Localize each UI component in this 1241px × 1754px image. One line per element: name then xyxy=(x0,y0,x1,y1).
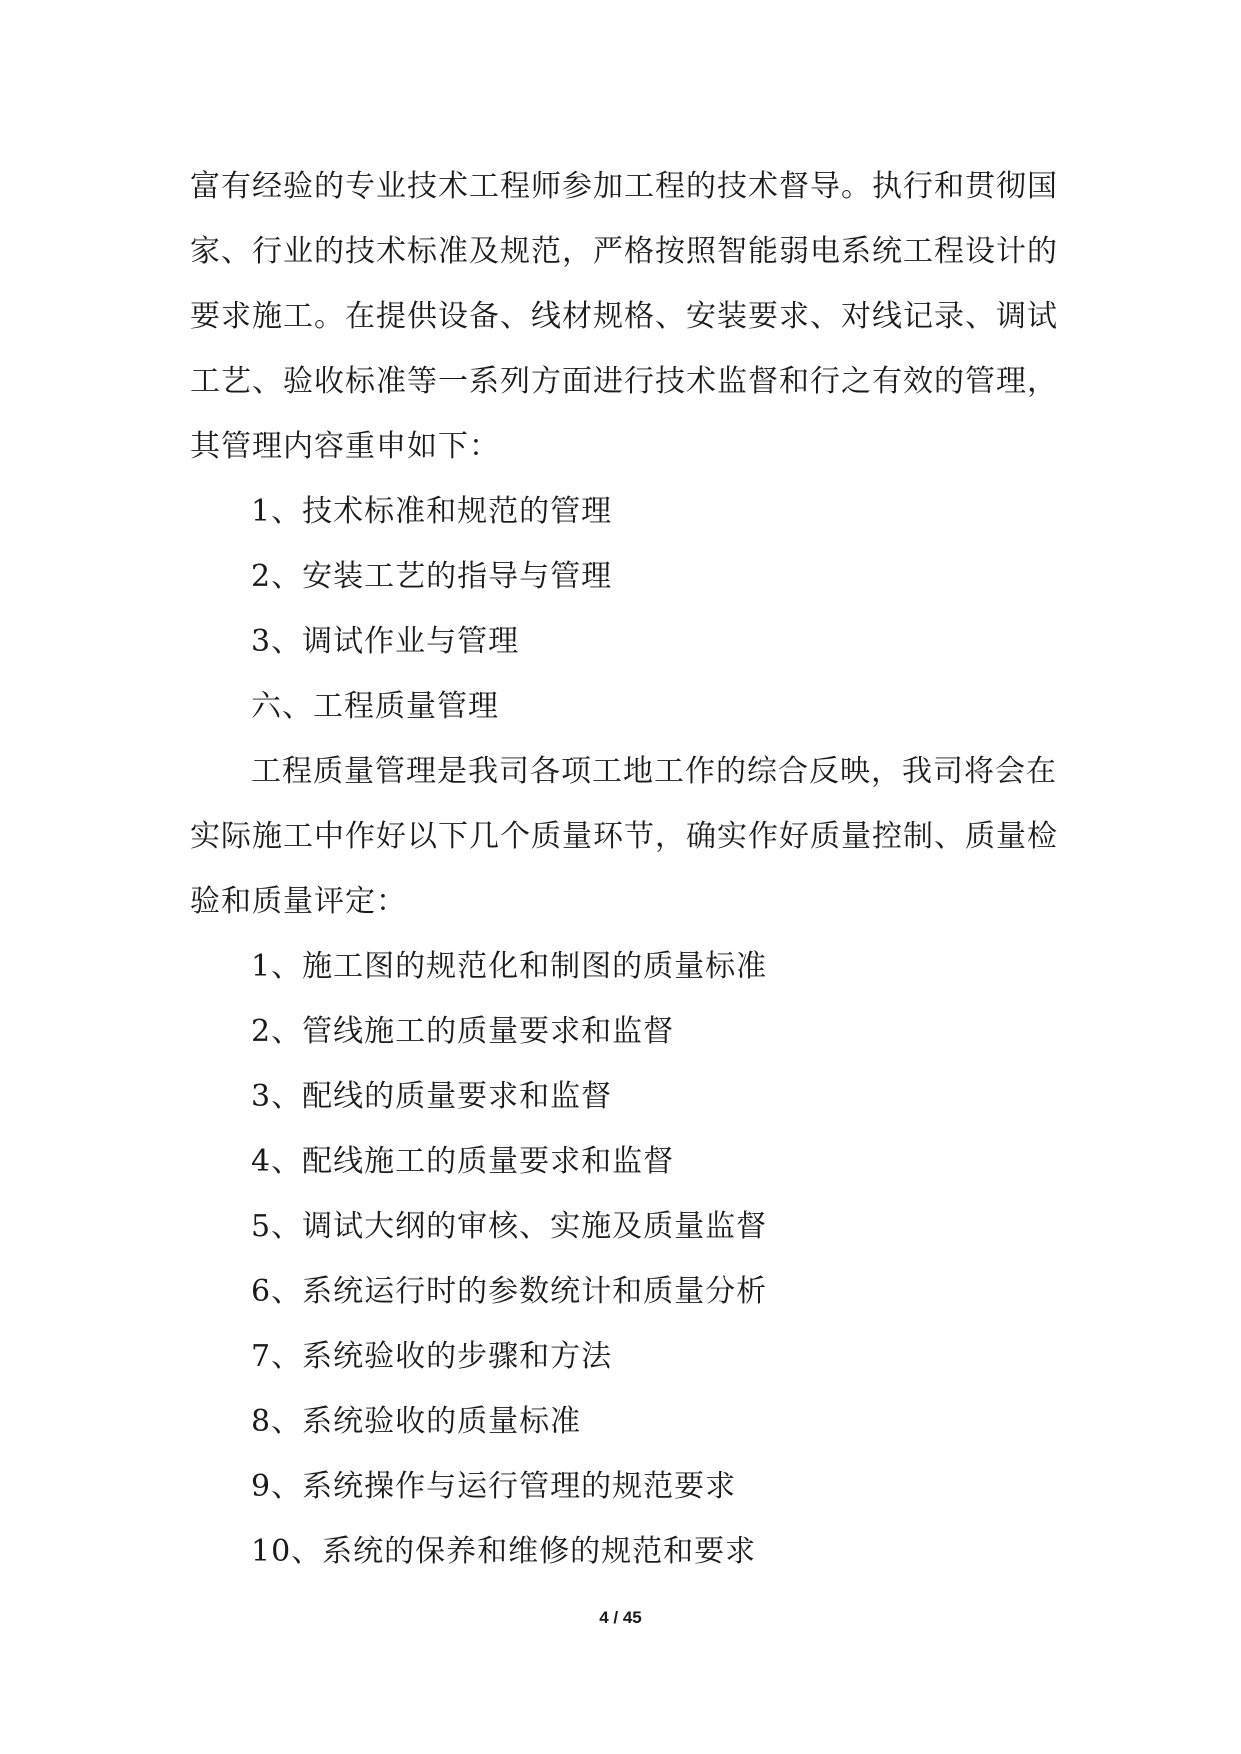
list-item: 1、技术标准和规范的管理 xyxy=(251,494,613,529)
page-content xyxy=(190,154,1060,1584)
paragraph-quality-management xyxy=(190,739,1060,934)
list-item: 2、管线施工的质量要求和监督 xyxy=(251,1014,675,1049)
paragraph-line: 验和质量评定： xyxy=(190,884,407,919)
paragraph-line: 富有经验的专业技术工程师参加工程的技术督导。执行和贯彻国 xyxy=(190,169,1058,204)
paragraph-line: 其管理内容重申如下： xyxy=(190,429,500,464)
list-item: 4、配线施工的质量要求和监督 xyxy=(251,1144,675,1179)
list-item: 8、系统验收的质量标准 xyxy=(251,1404,582,1439)
paragraph-line: 家、行业的技术标准及规范，严格按照智能弱电系统工程设计的 xyxy=(190,234,1058,269)
list-item: 2、安装工艺的指导与管理 xyxy=(251,559,613,594)
list-item: 6、系统运行时的参数统计和质量分析 xyxy=(251,1274,768,1309)
paragraph-technical-supervision xyxy=(190,154,1060,479)
paragraph-line: 工艺、验收标准等一系列方面进行技术监督和行之有效的管理， xyxy=(190,364,1058,399)
list-item: 7、系统验收的步骤和方法 xyxy=(251,1339,613,1374)
list-item: 10、系统的保养和维修的规范和要求 xyxy=(251,1534,757,1569)
list-item: 9、系统操作与运行管理的规范要求 xyxy=(251,1469,737,1504)
list-quality-items xyxy=(190,934,1060,1584)
list-item: 3、配线的质量要求和监督 xyxy=(251,1079,613,1114)
list-technical-management xyxy=(190,479,1060,674)
list-item: 1、施工图的规范化和制图的质量标准 xyxy=(251,949,768,984)
section-heading: 六、工程质量管理 xyxy=(251,689,499,724)
paragraph-line: 实际施工中作好以下几个质量环节，确实作好质量控制、质量检 xyxy=(190,819,1058,854)
paragraph-line: 要求施工。在提供设备、线材规格、安装要求、对线记录、调试 xyxy=(190,299,1058,334)
paragraph-line: 工程质量管理是我司各项工地工作的综合反映，我司将会在 xyxy=(251,754,1057,789)
list-item: 3、调试作业与管理 xyxy=(251,624,520,659)
list-item: 5、调试大纲的审核、实施及质量监督 xyxy=(251,1209,768,1244)
page-number: 4 / 45 xyxy=(599,1608,642,1627)
